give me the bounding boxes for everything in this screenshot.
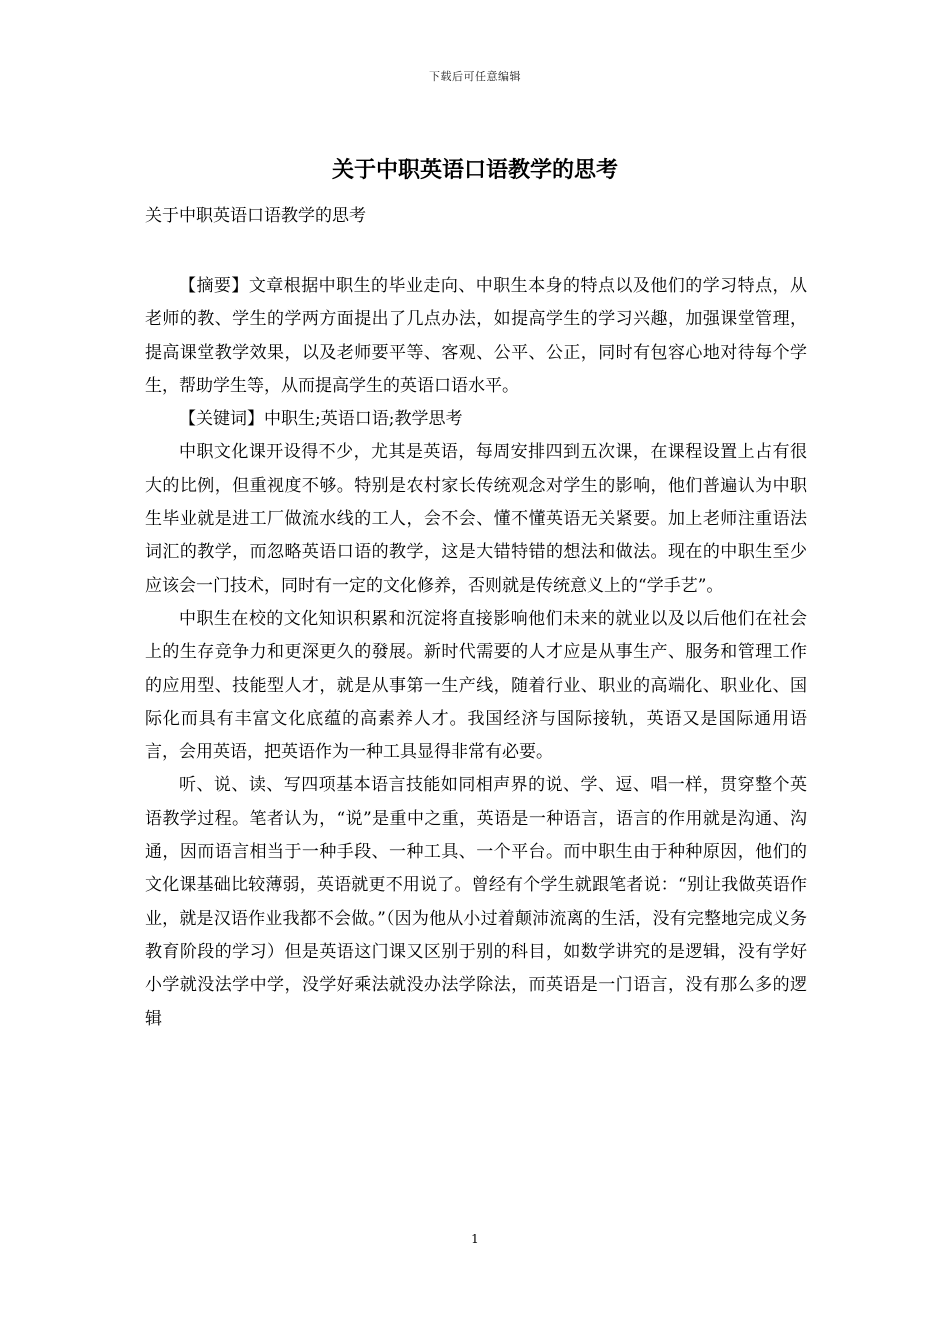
body-paragraph: 中职生在校的文化知识积累和沉淀将直接影响他们未来的就业以及以后他们在社会上的生存竞争力和更深更久的發展。新时代需要的人才应是从事生产、服务和管理工作的应用型、技能型人才，就是从事第一生产线，随着行业、职业的高端化、职业化、国际化而具有丰富文化底蕴的高素养人才。我国经济与国际接轨，英语又是国际通用语言，会用英语，把英语作为一种工具显得非常有必要。 xyxy=(145,608,807,763)
page-number: 1 xyxy=(471,1232,479,1246)
body-paragraph: 听、说、读、写四项基本语言技能如同相声界的说、学、逗、唱一样，贯穿整个英语教学过程。笔者认为，“说”是重中之重，英语是一种语言，语言的作用就是沟通、沟通，因而语言相当于一种手段、一种工具、一个平台。而中职生由于种种原因，他们的文化课基础比较薄弱，英语就更不用说了。曾经有个学生就跟笔者说：“别让我做英语作业，就是汉语作业我都不会做。”（因为他从小过着颠沛流离的生活，没有完整地完成义务教育阶段的学习）但是英语这门课又区别于别的科目，如数学讲究的是逻辑，没有学好小学就没法学中学，没学好乘法就没办法学除法，而英语是一门语言，没有那么多的逻辑 xyxy=(145,775,807,1029)
body-paragraph: 中职文化课开设得不少，尤其是英语，每周安排四到五次课，在课程设置上占有很大的比例，但重视度不够。特别是农村家长传统观念对学生的影响，他们普遍认为中职生毕业就是进工厂做流水线的工人，会不会、懂不懂英语无关紧要。加上老师注重语法词汇的教学，而忽略英语口语的教学，这是大错特错的想法和做法。现在的中职生至少应该会一门技术，同时有一定的文化修养，否则就是传统意义上的“学手艺”。 xyxy=(145,442,807,596)
keywords-paragraph: 【关键词】中职生;英语口语;教学思考 xyxy=(179,409,463,430)
document-subtitle: 关于中职英语口语教学的思考 xyxy=(145,206,366,226)
document-body xyxy=(145,270,807,1036)
abstract-paragraph: 【摘要】文章根据中职生的毕业走向、中职生本身的特点以及他们的学习特点，从老师的教、学生的学两方面提出了几点办法，如提高学生的学习兴趣，加强课堂管理，提高课堂教学效果，以及老师要平等、客观、公平、公正，同时有包容心地对待每个学生，帮助学生等，从而提高学生的英语口语水平。 xyxy=(145,276,807,396)
document-title: 关于中职英语口语教学的思考 xyxy=(331,157,618,183)
header-note: 下载后可任意编辑 xyxy=(429,70,521,83)
